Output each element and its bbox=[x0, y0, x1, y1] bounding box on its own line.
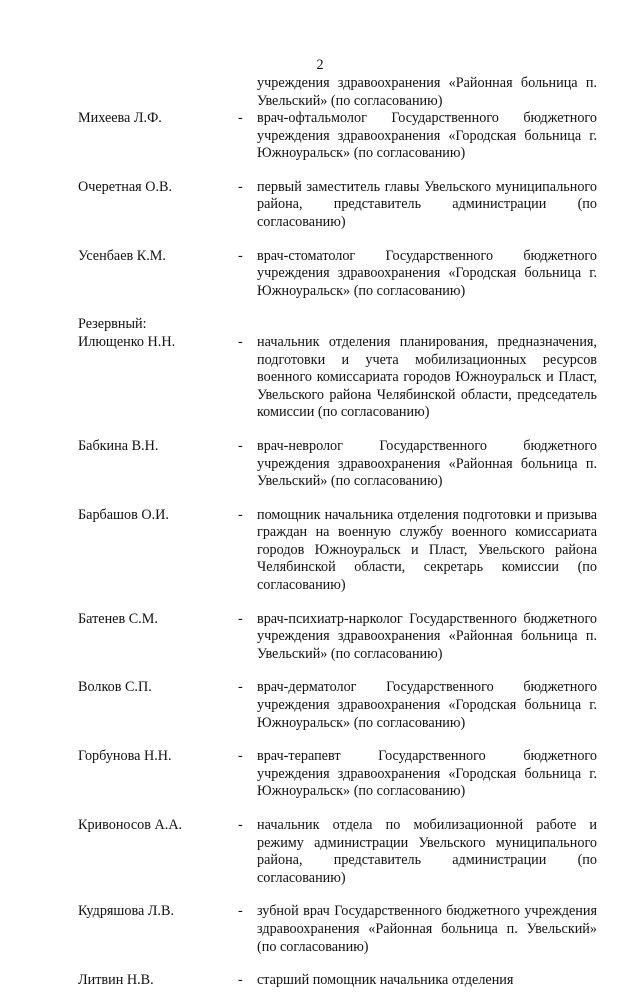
member-name: Кудряшова Л.В. bbox=[78, 903, 174, 920]
member-dash: - bbox=[238, 903, 243, 920]
member-row bbox=[0, 248, 640, 301]
reserve-label: Резервный: bbox=[78, 316, 147, 333]
member-dash: - bbox=[238, 506, 243, 523]
member-description: начальник отдела по мобилизационной работе и режиму администрации Увельского муниципального района, представитель администрации (по согласованию) bbox=[257, 817, 597, 886]
member-list bbox=[0, 110, 640, 1006]
member-dash: - bbox=[238, 247, 243, 264]
member-row bbox=[0, 679, 640, 732]
member-row bbox=[0, 334, 640, 422]
member-row bbox=[0, 611, 640, 664]
member-dash: - bbox=[238, 972, 243, 989]
member-name: Очеретная О.В. bbox=[78, 178, 173, 195]
member-row bbox=[0, 972, 640, 990]
member-row bbox=[0, 179, 640, 232]
member-name: Литвин Н.В. bbox=[78, 972, 154, 989]
member-description: начальник отделения планирования, предназначения, подготовки и учета мобилизационных ресурсов военного комиссариата городов Южноуральск и Пласт, Увельского района Челябинской области, председатель комиссии (по согласованию) bbox=[257, 333, 597, 421]
member-dash: - bbox=[238, 110, 243, 126]
continuation-text: учреждения здравоохранения «Районная больница п. Увельский» (по согласованию) bbox=[257, 75, 597, 109]
member-dash: - bbox=[238, 437, 243, 454]
member-description: врач-стоматолог Государственного бюджетного учреждения здравоохранения «Городская больница г. Южноуральск» (по согласованию) bbox=[257, 247, 597, 299]
member-row bbox=[0, 817, 640, 887]
member-row bbox=[0, 110, 640, 163]
member-description: старший помощник начальника отделения bbox=[257, 972, 514, 989]
member-name: Волков С.П. bbox=[78, 679, 152, 696]
member-row bbox=[0, 903, 640, 956]
member-dash: - bbox=[238, 178, 243, 195]
member-description: врач-офтальмолог Государственного бюджетного учреждения здравоохранения «Городская больница г. Южноуральск» (по согласованию) bbox=[257, 110, 597, 162]
member-description: врач-дерматолог Государственного бюджетного учреждения здравоохранения «Городская больница г. Южноуральск» (по согласованию) bbox=[257, 679, 597, 731]
main-members bbox=[0, 110, 640, 300]
member-row bbox=[0, 438, 640, 491]
member-description: помощник начальника отделения подготовки и призыва граждан на военную службу военного комиссариата городов Южноуральск и Пласт, Увельского района Челябинской области, секретарь комиссии (по согласованию) bbox=[257, 506, 597, 594]
member-row bbox=[0, 507, 640, 595]
member-name: Барбашов О.И. bbox=[78, 506, 169, 523]
member-description: зубной врач Государственного бюджетного учреждения здравоохранения «Районная больница п. Увельский» (по согласованию) bbox=[257, 903, 597, 955]
reserve-members bbox=[0, 334, 640, 990]
member-dash: - bbox=[238, 748, 243, 765]
member-dash: - bbox=[238, 817, 243, 833]
member-name: Бабкина В.Н. bbox=[78, 437, 159, 454]
page-number: 2 bbox=[316, 57, 324, 73]
member-name: Михеева Л.Ф. bbox=[78, 110, 162, 126]
member-description: первый заместитель главы Увельского муниципального района, представитель администрации (по согласованию) bbox=[257, 178, 597, 230]
member-description: врач-терапевт Государственного бюджетного учреждения здравоохранения «Городская больница г. Южноуральск» (по согласованию) bbox=[257, 748, 597, 800]
member-name: Батенев С.М. bbox=[78, 610, 158, 627]
member-description: врач-невролог Государственного бюджетного учреждения здравоохранения «Районная больница п. Увельский» (по согласованию) bbox=[257, 437, 597, 490]
member-name: Горбунова Н.Н. bbox=[78, 748, 172, 765]
member-description: врач-психиатр-нарколог Государственного бюджетного учреждения здравоохранения «Районная больница п. Увельский» (по согласованию) bbox=[257, 610, 597, 662]
member-dash: - bbox=[238, 679, 243, 696]
member-name: Кривоносов А.А. bbox=[78, 817, 183, 833]
member-dash: - bbox=[238, 333, 243, 350]
member-row bbox=[0, 748, 640, 801]
member-name: Илющенко Н.Н. bbox=[78, 333, 176, 350]
member-name: Усенбаев К.М. bbox=[78, 247, 166, 264]
member-dash: - bbox=[238, 610, 243, 627]
